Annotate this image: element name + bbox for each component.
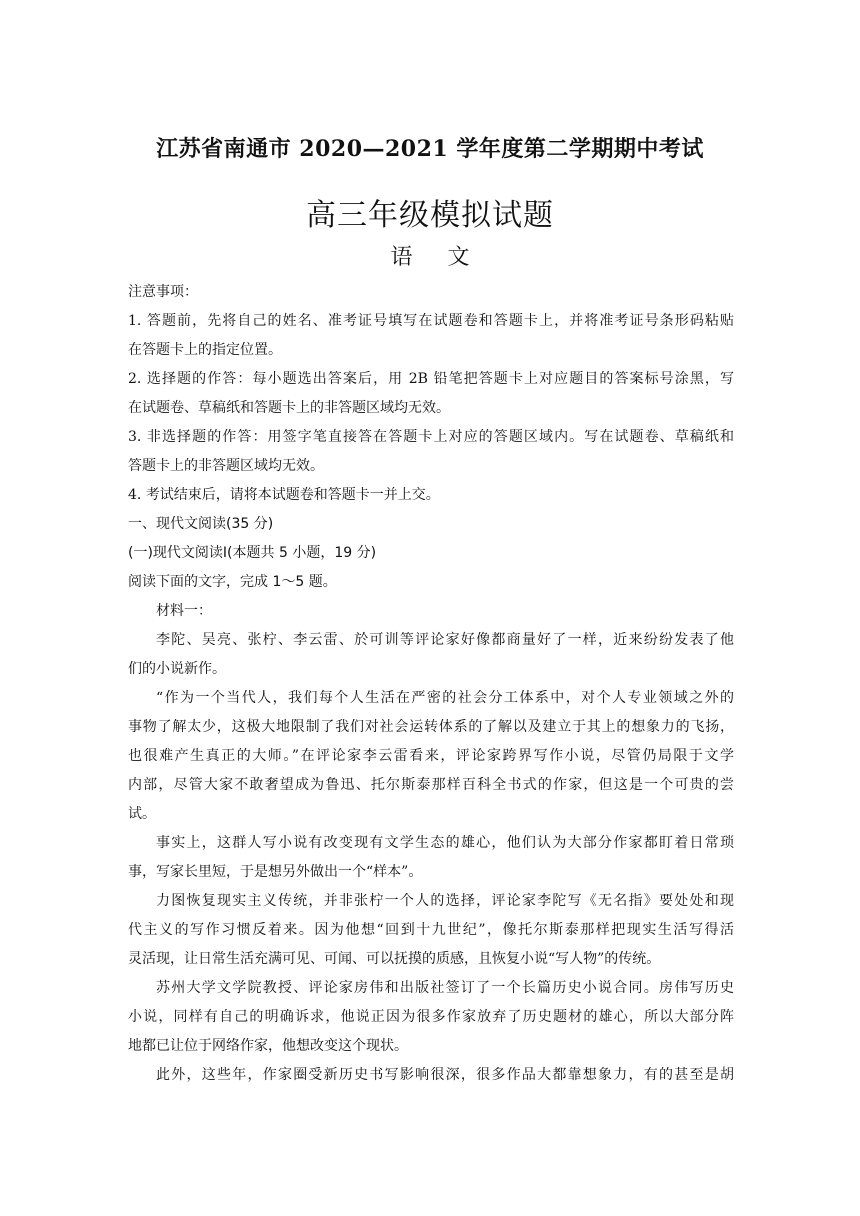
passage-paragraph-5-line-3: 地都已让位于网络作家，他想改变这个现状。 (128, 1038, 408, 1054)
passage-paragraph-5-line-2: 小说，同样有自己的明确诉求，他说正因为很多作家放弃了历史题材的雄心，所以大部分阵 (128, 1009, 734, 1025)
passage-paragraph-2-line-5: 试。 (128, 806, 156, 822)
notice-heading: 注意事项： (128, 284, 198, 300)
passage-paragraph-2-line-4: 内部，尽管大家不敢奢望成为鲁迅、托尔斯泰那样百科全书式的作家，但这是一个可贵的尝 (128, 777, 734, 793)
section-sub-1: (一)现代文阅读Ⅰ(本题共 5 小题，19 分) (128, 545, 377, 561)
material-label: 材料一： (156, 603, 212, 619)
notice-item-3-line-2: 答题卡上的非答题区域均无效。 (128, 458, 324, 474)
passage-paragraph-1-line-2: 们的小说新作。 (128, 661, 226, 677)
notice-item-1-line-1: 1. 答题前，先将自己的姓名、准考证号填写在试题卷和答题卡上，并将准考证号条形码粘贴 (128, 313, 734, 329)
passage-paragraph-4-line-2: 代主义的写作习惯反着来。因为他想“回到十九世纪”，像托尔斯泰那样把现实生活写得活 (128, 922, 734, 938)
notice-item-3-line-1: 3. 非选择题的作答：用签字笔直接答在答题卡上对应的答题区域内。写在试题卷、草稿纸和 (128, 429, 734, 445)
passage-paragraph-3-line-1: 事实上，这群人写小说有改变现有文学生态的雄心，他们认为大部分作家都盯着日常琐 (156, 835, 734, 851)
passage-paragraph-2-line-1: “作为一个当代人，我们每个人生活在严密的社会分工体系中，对个人专业领域之外的 (156, 690, 734, 706)
exam-title: 江苏省南通市 2020—2021 学年度第二学期期中考试 (156, 136, 704, 162)
section-part-1: 一、现代文阅读(35 分) (128, 516, 274, 532)
section-headings (128, 510, 734, 626)
passage-paragraph-5-line-1: 苏州大学文学院教授、评论家房伟和出版社签订了一个长篇历史小说合同。房伟写历史 (156, 980, 734, 996)
passage-paragraph-2-line-3: 也很难产生真正的大师。”在评论家李云雷看来，评论家跨界写作小说，尽管仍局限于文学 (128, 748, 734, 764)
notice-block (128, 278, 734, 510)
section-instruction: 阅读下面的文字，完成 1～5 题。 (128, 574, 337, 590)
notice-item-4: 4. 考试结束后，请将本试题卷和答题卡一并上交。 (128, 487, 440, 503)
notice-item-2-line-2: 在试题卷、草稿纸和答题卡上的非答题区域均无效。 (128, 400, 450, 416)
passage-paragraph-3-line-2: 事，写家长里短，于是想另外做出一个“样本”。 (128, 864, 423, 880)
notice-item-2-line-1: 2. 选择题的作答：每小题选出答案后，用 2B 铅笔把答题卡上对应题目的答案标号涂黑，写 (128, 371, 734, 387)
subject-title: 语 文 (390, 245, 484, 270)
passage-paragraph-4-line-3: 灵活现，让日常生活充满可见、可闻、可以抚摸的质感，且恢复小说“写人物”的传统。 (128, 951, 661, 967)
reading-passage (128, 626, 734, 1090)
page-content (128, 278, 734, 1090)
passage-paragraph-4-line-1: 力图恢复现实主义传统，并非张柠一个人的选择，评论家李陀写《无名指》要处处和现 (156, 893, 734, 909)
paper-title: 高三年级模拟试题 (306, 198, 554, 233)
passage-paragraph-2-line-2: 事物了解太少，这极大地限制了我们对社会运转体系的了解以及建立于其上的想象力的飞扬， (128, 719, 734, 735)
passage-paragraph-1-line-1: 李陀、吴亮、张柠、李云雷、於可训等评论家好像都商量好了一样，近来纷纷发表了他 (156, 632, 734, 648)
passage-paragraph-6-line-1: 此外，这些年，作家圈受新历史书写影响很深，很多作品大都靠想象力，有的甚至是胡 (156, 1067, 734, 1083)
notice-item-1-line-2: 在答题卡上的指定位置。 (128, 342, 282, 358)
